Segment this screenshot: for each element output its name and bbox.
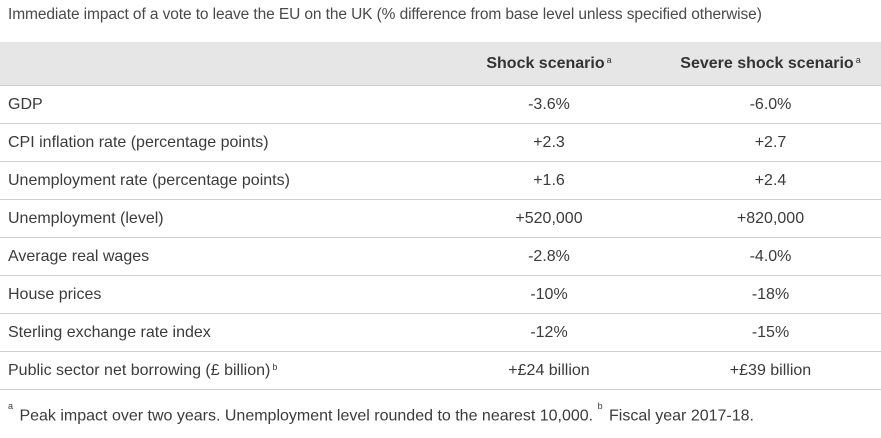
footnote-a-text: Peak impact over two years. Unemployment level rounded to the nearest 10,000. (15, 407, 598, 425)
row-label: Sterling exchange rate index (8, 323, 211, 341)
row-label-text: Public sector net borrowing (£ billion) (8, 361, 271, 379)
shock-value: -10% (530, 285, 568, 303)
shock-value: -12% (530, 323, 568, 341)
header-shock-scenario-sup: a (606, 54, 612, 65)
row-label: Average real wages (8, 247, 150, 265)
header-severe-shock-scenario (660, 42, 881, 85)
footnote-b-text: Fiscal year 2017-18. (604, 407, 754, 425)
shock-value: +£24 billion (508, 361, 590, 379)
table-header-row (0, 42, 881, 86)
footnote-a-marker: a (8, 401, 14, 411)
shock-value: +1.6 (533, 171, 565, 189)
severe-value: -18% (751, 285, 790, 303)
footnote (8, 401, 754, 425)
row-label-sup: b (272, 361, 278, 372)
header-shock-scenario-label: Shock scenario (486, 54, 605, 72)
row-label: Unemployment rate (percentage points) (8, 171, 290, 189)
row-label: House prices (8, 285, 102, 303)
row-label (8, 352, 277, 389)
row-label: CPI inflation rate (percentage points) (8, 133, 269, 151)
table-row (0, 314, 881, 352)
table-row (0, 200, 881, 238)
severe-value: -15% (751, 323, 790, 341)
table-row (0, 162, 881, 200)
header-shock-scenario (438, 42, 660, 85)
severe-value: +£39 billion (729, 361, 812, 379)
severe-value: +2.7 (754, 133, 787, 151)
shock-value: +520,000 (515, 209, 583, 227)
severe-value: +2.4 (754, 171, 787, 189)
severe-value: -6.0% (749, 95, 792, 113)
row-label: Unemployment (level) (8, 209, 164, 227)
table-title: Immediate impact of a vote to leave the EU on the UK (% difference from base level unless specified otherwise) (8, 6, 762, 23)
header-severe-shock-scenario-sup: a (855, 54, 861, 65)
row-label: GDP (8, 95, 43, 113)
table-row (0, 124, 881, 162)
shock-value: +2.3 (533, 133, 565, 151)
footnote-b-marker: b (597, 401, 603, 411)
table-row (0, 276, 881, 314)
shock-value: -3.6% (528, 95, 570, 113)
table-row (0, 238, 881, 276)
table-row (0, 352, 881, 390)
impact-table (0, 42, 881, 390)
severe-value: +820,000 (736, 209, 805, 227)
shock-value: -2.8% (528, 247, 570, 265)
severe-value: -4.0% (749, 247, 792, 265)
table-row (0, 86, 881, 124)
header-severe-shock-scenario-label: Severe shock scenario (680, 54, 854, 72)
